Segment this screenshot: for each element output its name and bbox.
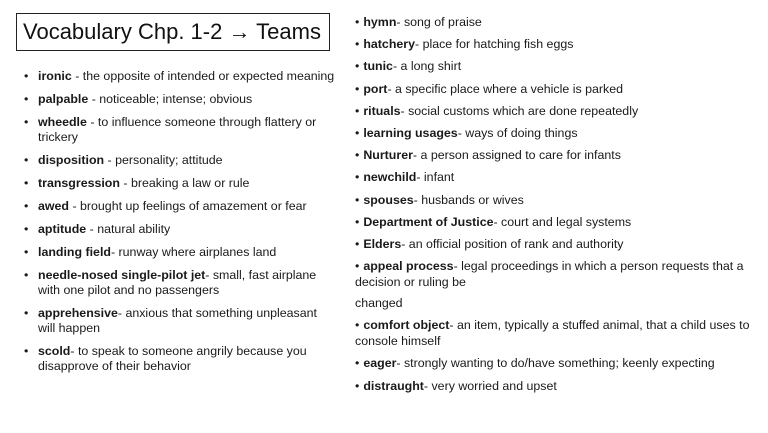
list-item — [22, 115, 336, 145]
vocab-definition-continuation: changed — [355, 296, 403, 311]
vocab-definition: - personality; attitude — [104, 153, 223, 167]
vocab-term: Nurturer — [363, 148, 413, 163]
vocab-term: appeal process — [363, 259, 454, 274]
vocab-term: Elders — [363, 236, 402, 251]
vocab-term: landing field — [38, 245, 111, 259]
bullet-icon: • — [355, 214, 360, 229]
vocab-definition: - noticeable; intense; obvious — [88, 92, 253, 106]
vocab-term: transgression — [38, 176, 120, 190]
vocab-definition: - to influence someone through flattery or trickery — [38, 115, 317, 144]
vocab-term: scold — [38, 344, 71, 358]
vocab-definition: - place for hatching fish eggs — [415, 37, 574, 52]
list-item — [355, 378, 760, 394]
vocab-definition: - anxious that something unpleasant will happen — [38, 306, 317, 335]
vocab-term: needle-nosed single-pilot jet — [38, 268, 206, 282]
list-item — [22, 222, 336, 237]
vocab-term: hymn — [363, 15, 397, 29]
vocab-term: newchild — [363, 170, 417, 185]
vocab-term: comfort object — [363, 318, 450, 333]
list-item — [22, 153, 336, 168]
right-vocab-list — [355, 14, 760, 400]
vocab-term: hatchery — [363, 37, 415, 52]
list-item — [355, 258, 760, 311]
slide-title: Vocabulary Chp. 1-2 → Teams — [16, 13, 330, 51]
vocab-term: spouses — [363, 192, 414, 207]
vocab-definition: - small, fast airplane with one pilot and no passengers — [38, 268, 317, 297]
bullet-icon: • — [355, 148, 360, 163]
vocab-definition: - breaking a law or rule — [119, 176, 250, 190]
vocab-definition: - song of praise — [396, 15, 482, 29]
bullet-icon: • — [355, 37, 360, 52]
bullet-icon: • — [355, 259, 360, 274]
vocab-definition: - strongly wanting to do/have something; keenly expecting — [396, 356, 715, 371]
list-item — [355, 317, 760, 349]
vocab-definition: - an official position of rank and authority — [401, 236, 624, 251]
list-item — [355, 214, 760, 230]
bullet-icon: • — [355, 356, 360, 371]
vocab-definition: - an item, typically a stuffed animal, that a child uses to console himself — [355, 318, 750, 349]
list-item — [22, 69, 336, 84]
vocab-definition: - a person assigned to care for infants — [412, 148, 621, 163]
list-item — [355, 169, 760, 185]
list-item — [355, 58, 760, 74]
vocab-term: tunic — [363, 59, 393, 74]
bullet-icon: • — [355, 192, 360, 207]
vocab-term: wheedle — [38, 115, 87, 129]
list-item — [355, 147, 760, 163]
bullet-icon: • — [355, 15, 360, 29]
bullet-icon: • — [355, 236, 360, 251]
bullet-icon: • — [355, 318, 360, 333]
vocab-term: distraught — [363, 378, 424, 393]
vocab-term: awed — [38, 199, 69, 213]
vocab-definition: - infant — [416, 170, 455, 185]
vocab-definition: - husbands or wives — [413, 192, 524, 207]
vocab-definition: - social customs which are done repeatedly — [400, 103, 639, 118]
bullet-icon: • — [355, 170, 360, 185]
list-item — [355, 192, 760, 208]
list-item — [22, 268, 336, 298]
list-item — [22, 176, 336, 191]
vocab-definition: - natural ability — [86, 222, 171, 236]
vocab-definition: - court and legal systems — [493, 214, 632, 229]
vocab-term: learning usages — [363, 125, 458, 140]
vocab-definition: - runway where airplanes land — [110, 245, 277, 259]
bullet-icon: • — [355, 378, 360, 393]
list-item — [355, 36, 760, 52]
vocab-term: port — [363, 81, 388, 96]
bullet-icon: • — [355, 125, 360, 140]
vocab-term: ironic — [38, 69, 72, 83]
list-item — [355, 125, 760, 141]
vocab-term: apprehensive — [38, 306, 118, 320]
bullet-icon: • — [355, 59, 360, 74]
bullet-icon: • — [355, 81, 360, 96]
bullet-icon: • — [355, 103, 360, 118]
vocab-definition: - ways of doing things — [457, 125, 578, 140]
vocab-definition: - a long shirt — [392, 59, 462, 74]
list-item — [22, 344, 336, 374]
left-vocab-list — [22, 69, 336, 382]
list-item — [355, 81, 760, 97]
vocab-term: palpable — [38, 92, 89, 106]
vocab-definition: - to speak to someone angrily because you disapprove of their behavior — [38, 344, 307, 373]
list-item — [22, 199, 336, 214]
list-item — [22, 245, 336, 260]
vocab-term: eager — [363, 356, 397, 371]
list-item — [22, 92, 336, 107]
vocab-definition: - brought up feelings of amazement or fear — [69, 199, 307, 213]
vocab-definition: - the opposite of intended or expected meaning — [71, 69, 335, 83]
vocab-definition: - a specific place where a vehicle is parked — [387, 81, 623, 96]
vocab-term: Department of Justice — [363, 214, 494, 229]
vocab-definition: - very worried and upset — [423, 378, 557, 393]
vocab-term: disposition — [38, 153, 105, 167]
list-item — [355, 14, 760, 30]
vocab-term: aptitude — [38, 222, 87, 236]
list-item — [355, 236, 760, 252]
list-item — [355, 103, 760, 119]
vocab-definition: - legal proceedings in which a person requests that a decision or ruling be — [355, 259, 744, 290]
list-item — [22, 306, 336, 336]
list-item — [355, 355, 760, 371]
vocab-term: rituals — [363, 103, 401, 118]
